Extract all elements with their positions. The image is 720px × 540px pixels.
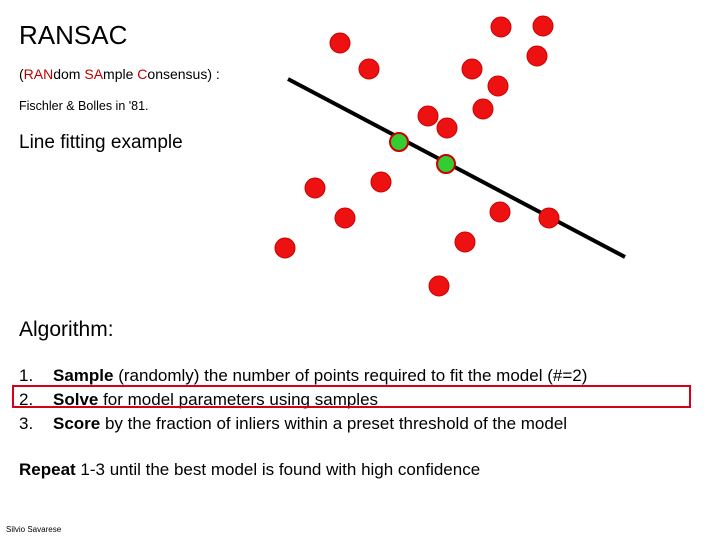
section-heading: Line fitting example <box>19 132 183 153</box>
outlier-point <box>490 202 510 222</box>
step-2-highlight-box <box>12 385 691 408</box>
repeat-note <box>19 460 480 480</box>
subtitle-part-mple: mple <box>103 66 138 82</box>
outlier-point <box>539 208 559 228</box>
sample-point <box>390 133 408 151</box>
outlier-point <box>305 178 325 198</box>
step-keyword: Score <box>53 414 101 433</box>
subtitle-accent-ran: RAN <box>23 66 54 82</box>
step-keyword: Sample <box>53 366 114 385</box>
subtitle-paren: ( <box>19 66 24 82</box>
step-text: by the fraction of inliers within a preset threshold of the model <box>100 414 568 433</box>
subtitle-accent-sa: SA <box>84 66 104 82</box>
step-number: 2. <box>19 390 34 409</box>
subtitle-part-onsensus: onsensus) : <box>147 66 220 82</box>
step-number: 1. <box>19 366 34 385</box>
outlier-point <box>455 232 475 252</box>
sample-point <box>437 155 455 173</box>
outlier-point <box>429 276 449 296</box>
outlier-point <box>533 16 553 36</box>
sample-points <box>390 133 455 173</box>
ransac-expansion <box>19 66 220 82</box>
outlier-point <box>359 59 379 79</box>
author-credit: Silvio Savarese <box>6 525 62 534</box>
outlier-point <box>462 59 482 79</box>
algorithm-heading: Algorithm: <box>19 318 114 341</box>
outlier-point <box>418 106 438 126</box>
algorithm-step-3 <box>19 414 567 434</box>
repeat-keyword: Repeat <box>19 460 76 479</box>
outlier-points <box>275 16 559 296</box>
outlier-point <box>335 208 355 228</box>
step-keyword: Solve <box>53 390 99 409</box>
outlier-point <box>527 46 547 66</box>
citation: Fischler & Bolles in '81. <box>19 99 149 113</box>
step-number: 3. <box>19 414 34 433</box>
fitted-line <box>288 79 625 257</box>
subtitle-part-dom: dom <box>53 66 85 82</box>
algorithm-step-1 <box>19 366 587 386</box>
slide-title: RANSAC <box>19 20 128 50</box>
outlier-point <box>275 238 295 258</box>
outlier-point <box>473 99 493 119</box>
outlier-point <box>437 118 457 138</box>
step-text: (randomly) the number of points required to fit the model (#=2) <box>113 366 588 385</box>
step-text: for model parameters using samples <box>98 390 379 409</box>
subtitle-accent-c: C <box>137 66 148 82</box>
repeat-text: 1-3 until the best model is found with high confidence <box>75 460 481 479</box>
outlier-point <box>488 76 508 96</box>
outlier-point <box>491 17 511 37</box>
outlier-point <box>330 33 350 53</box>
outlier-point <box>371 172 391 192</box>
